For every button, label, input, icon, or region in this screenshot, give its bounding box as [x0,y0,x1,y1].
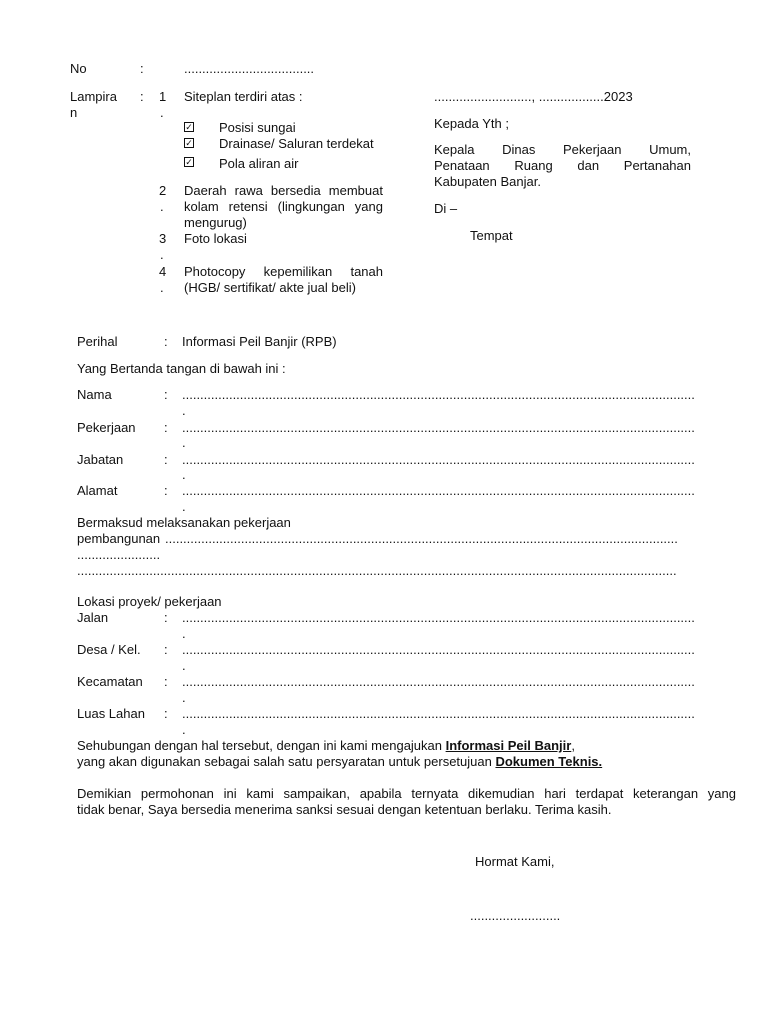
request-line1 [77,738,575,753]
field-end-dot: . [182,499,186,514]
check-item-posisi-sungai: Posisi sungai [219,120,296,135]
purpose-label: pembangunan [77,531,161,546]
field-label-pekerjaan: Pekerjaan [77,420,136,435]
location-dots-jalan: .............................................................................................................................................. [182,610,695,625]
location-dots-kecamatan: .............................................................................................................................................. [182,674,695,689]
field-colon: : [164,420,168,435]
field-end-dot: . [182,467,186,482]
field-end-dot: . [182,722,186,737]
field-dots-nama: .............................................................................................................................................. [182,387,695,402]
recipient-line1: Kepala Dinas Pekerjaan Umum, [434,142,691,157]
request-subject-bold: Informasi Peil Banjir [445,738,572,753]
field-colon: : [164,610,168,625]
field-colon: : [164,387,168,402]
item3-dot: . [160,247,164,262]
checkbox-icon: ✓ [185,157,193,167]
location-label-kecamatan: Kecamatan [77,674,143,689]
checkbox-icon: ✓ [185,122,193,132]
item4-line1: Photocopy kepemilikan tanah [184,264,383,279]
recipient-line3: Kabupaten Banjar. [434,174,541,189]
request-line2 [77,754,602,769]
lampiran-label-wrap: n [70,105,78,120]
signature-hormat: Hormat Kami, [475,854,555,869]
item2-line1: Daerah rawa bersedia membuat [184,183,383,198]
perihal-label: Perihal [77,334,118,349]
item2-line3: mengurug) [184,215,247,230]
field-dots-jabatan: .............................................................................................................................................. [182,452,695,467]
no-value: .................................... [184,61,315,76]
item2-number: 2 [159,183,167,198]
signature-dots: ......................... [470,908,561,923]
location-dots-desa: .............................................................................................................................................. [182,642,695,657]
closing-line1: Demikian permohonan ini kami sampaikan, apabila ternyata dikemudian hari terdapat keterangan yang [77,786,736,801]
recipient-line2: Penataan Ruang dan Pertanahan [434,158,691,173]
request-line1-suffix: , [571,738,575,753]
field-dots-alamat: .............................................................................................................................................. [182,483,695,498]
perihal-value: Informasi Peil Banjir (RPB) [182,334,337,349]
field-end-dot: . [182,626,186,641]
item4-number: 4 [159,264,167,279]
item3-text: Foto lokasi [184,231,247,246]
field-colon: : [164,706,168,721]
location-label-desa: Desa / Kel. [77,642,141,657]
item1-text: Siteplan terdiri atas : [184,89,303,104]
request-document-bold: Dokumen Teknis. [495,754,603,769]
tempat-label: Tempat [470,228,513,243]
date-line: ..........................., ..................2023 [434,89,633,104]
purpose-line1: Bermaksud melaksanakan pekerjaan [77,515,291,530]
item1-number: 1 [159,89,167,104]
no-colon: : [140,61,144,76]
item2-line2: kolam retensi (lingkungan yang [184,199,383,214]
field-colon: : [164,483,168,498]
item1-dot: . [160,105,164,120]
field-colon: : [164,674,168,689]
field-colon: : [164,452,168,467]
item3-number: 3 [159,231,167,246]
no-label: No [70,61,87,76]
item4-dot: . [160,280,164,295]
request-line1-text: Sehubungan dengan hal tersebut, dengan ini kami mengajukan [77,738,446,753]
check-item-drainase: Drainase/ Saluran terdekat [219,136,374,151]
field-colon: : [164,642,168,657]
lampiran-label: Lampira [70,89,117,104]
location-label-luas: Luas Lahan [77,706,145,721]
purpose-dots-line3: ....................... [77,547,161,562]
perihal-colon: : [164,334,168,349]
field-end-dot: . [182,658,186,673]
item4-line2: (HGB/ sertifikat/ akte jual beli) [184,280,356,295]
intro-text: Yang Bertanda tangan di bawah ini : [77,361,286,376]
field-end-dot: . [182,435,186,450]
field-label-nama: Nama [77,387,112,402]
item2-dot: . [160,199,164,214]
field-label-jabatan: Jabatan [77,452,124,467]
field-dots-pekerjaan: .............................................................................................................................................. [182,420,695,435]
field-end-dot: . [182,690,186,705]
purpose-dots-line4: ...................................................................................................................................................................... [77,563,677,578]
request-line2-text: yang akan digunakan sebagai salah satu persyaratan untuk persetujuan [77,754,496,769]
kepada-yth: Kepada Yth ; [434,116,509,131]
di-label: Di – [434,201,458,216]
lampiran-colon: : [140,89,144,104]
field-label-alamat: Alamat [77,483,118,498]
check-item-pola-aliran: Pola aliran air [219,156,299,171]
location-label-jalan: Jalan [77,610,109,625]
checkbox-icon: ✓ [185,138,193,148]
location-heading: Lokasi proyek/ pekerjaan [77,594,222,609]
location-dots-luas: .............................................................................................................................................. [182,706,695,721]
closing-line2: tidak benar, Saya bersedia menerima sanksi sesuai dengan ketentuan berlaku. Terima kasih. [77,802,612,817]
field-end-dot: . [182,403,186,418]
purpose-dots: .............................................................................................................................................. [165,531,678,546]
